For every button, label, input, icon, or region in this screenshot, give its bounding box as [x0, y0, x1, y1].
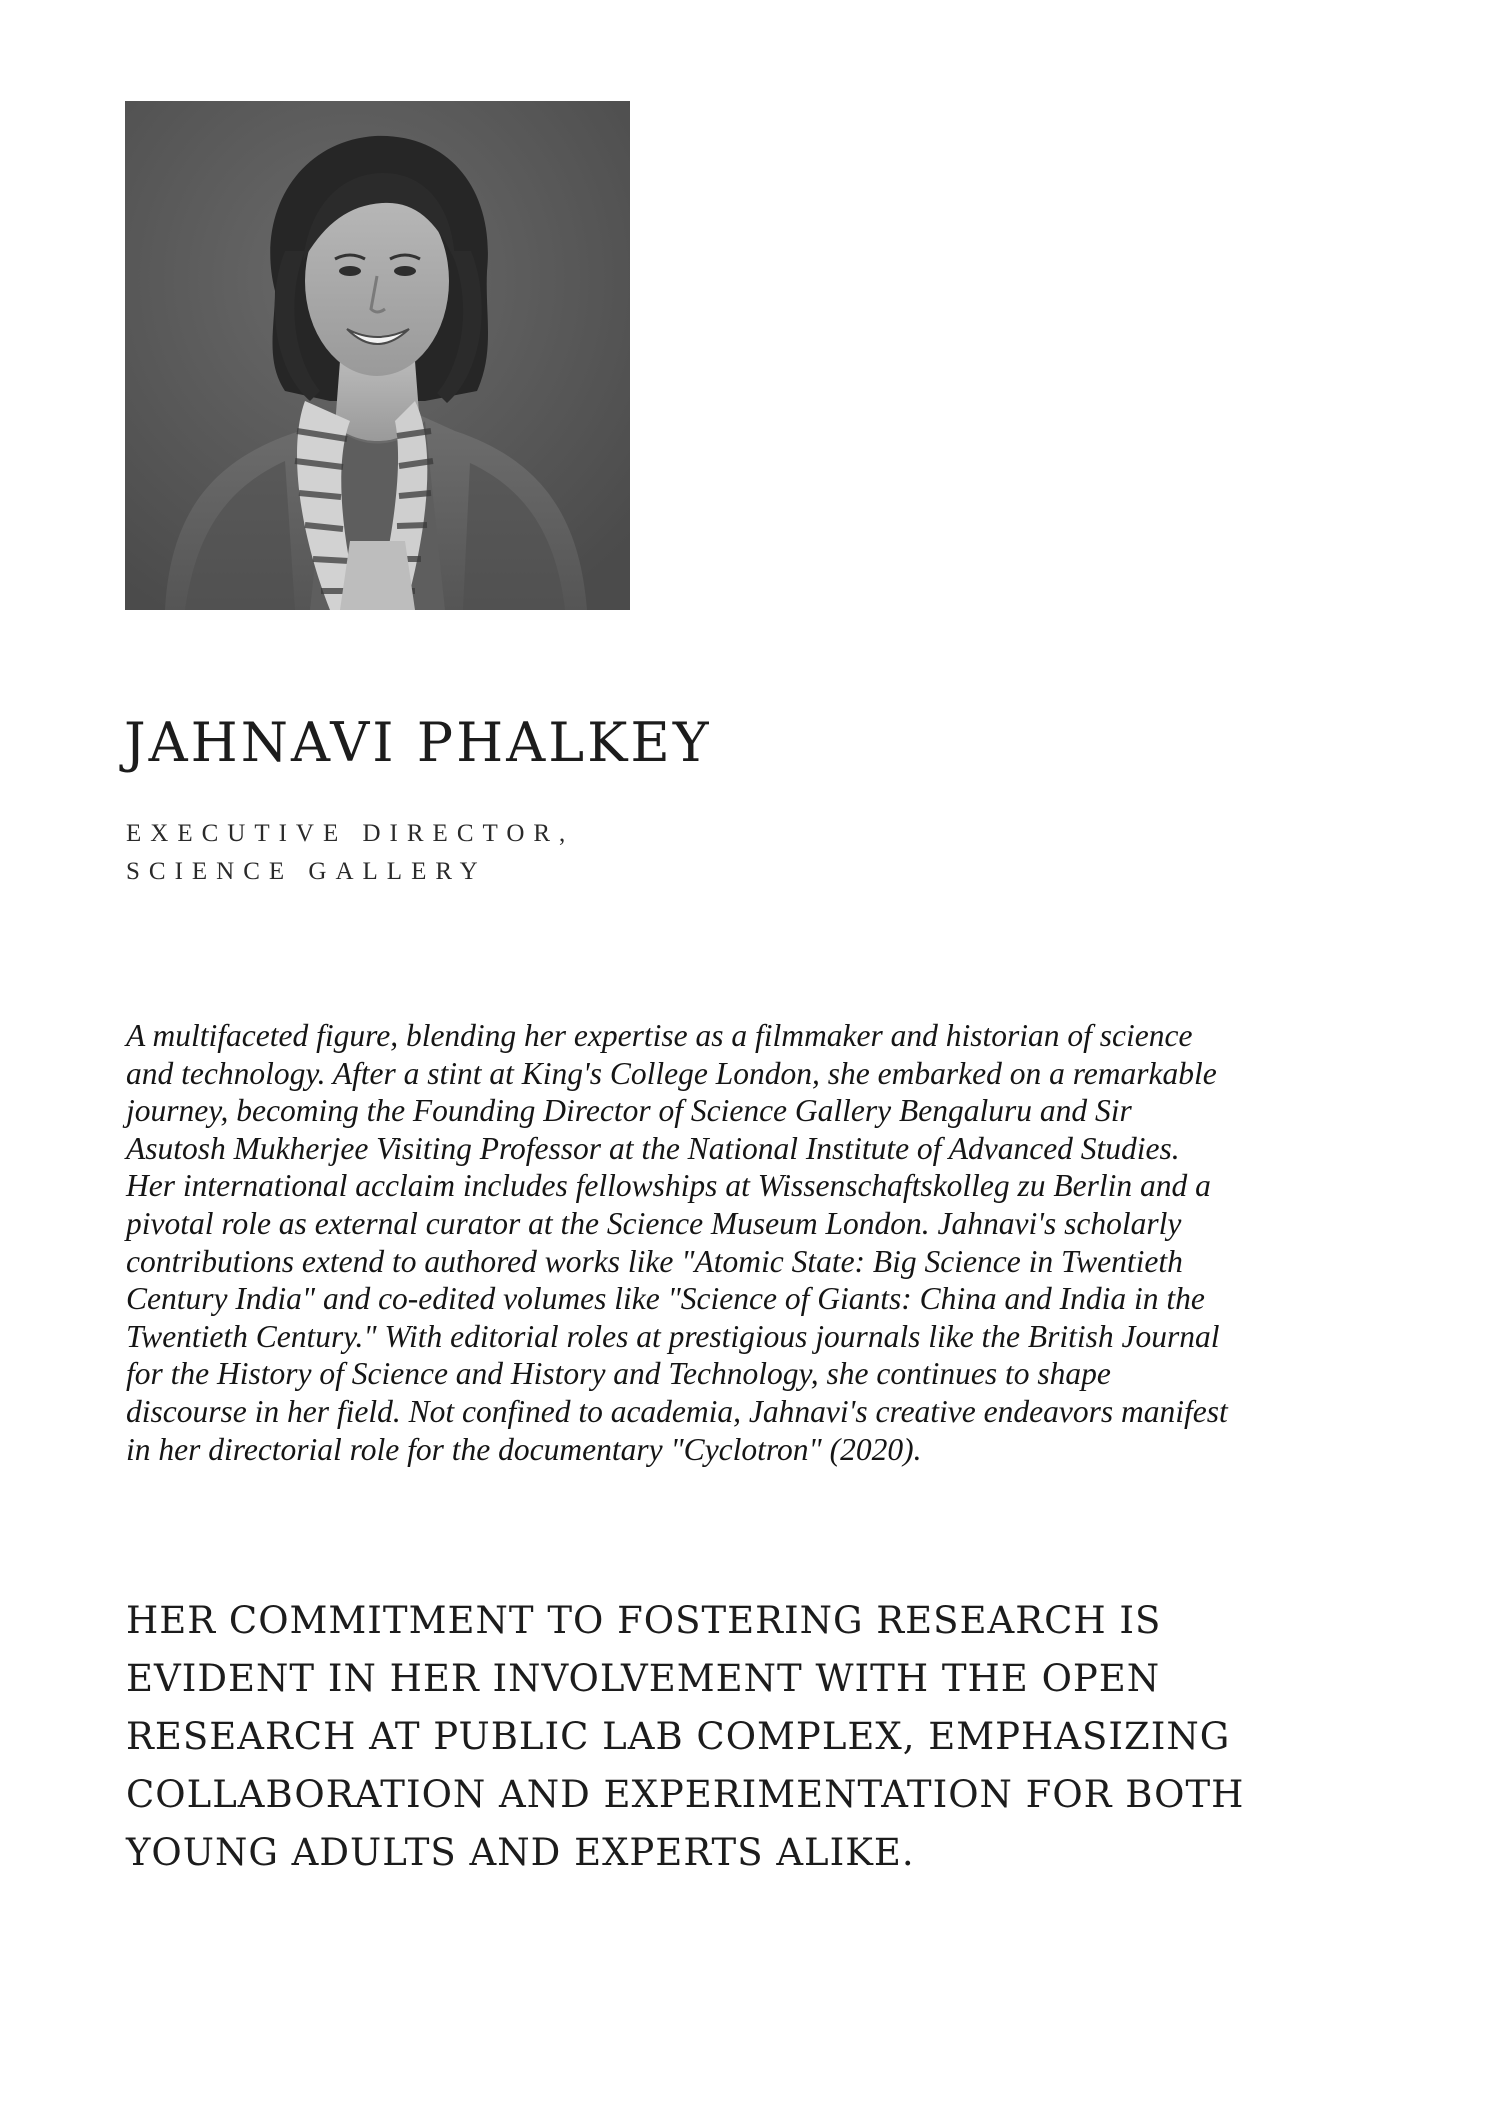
portrait-photo — [125, 101, 630, 610]
person-name: JAHNAVI PHALKEY — [124, 711, 712, 774]
biography-paragraph: A multifaceted figure, blending her expertise as a filmmaker and historian of science and technology. After a stint at King's College London, she embarked on a remarkable journey, becoming the Founding Director of Science Gallery Bengaluru and Sir Asutosh Mukherjee Visiting Professor at the National Institute of Advanced Studies. Her international acclaim includes fellowships at Wissenschaftskolleg zu Berlin and a pivotal role as external curator at the Science Museum London. Jahnavi's scholarly contributions extend to authored works like "Atomic State: Big Science in Twentieth Century India" and co-edited volumes like "Science of Giants: China and India in the Twentieth Century." With editorial roles at prestigious journals like the British Journal for the History of Science and History and Technology, she continues to shape discourse in her field. Not confined to academia, Jahnavi's creative endeavors manifest in her directorial role for the documentary "Cyclotron" (2020). — [126, 1018, 1228, 1467]
portrait-illustration — [125, 101, 630, 610]
role-title: EXECUTIVE DIRECTOR, — [126, 820, 575, 847]
person-role — [126, 815, 574, 891]
highlight-statement: HER COMMITMENT TO FOSTERING RESEARCH IS EVIDENT IN HER INVOLVEMENT WITH THE OPEN RESEARCH AT PUBLIC LAB COMPLEX, EMPHASIZING COLLABORATION AND EXPERIMENTATION FOR BOTH YOUNG ADULTS AND EXPERTS ALIKE. — [126, 1599, 1245, 1874]
role-organization: SCIENCE GALLERY — [126, 858, 487, 885]
